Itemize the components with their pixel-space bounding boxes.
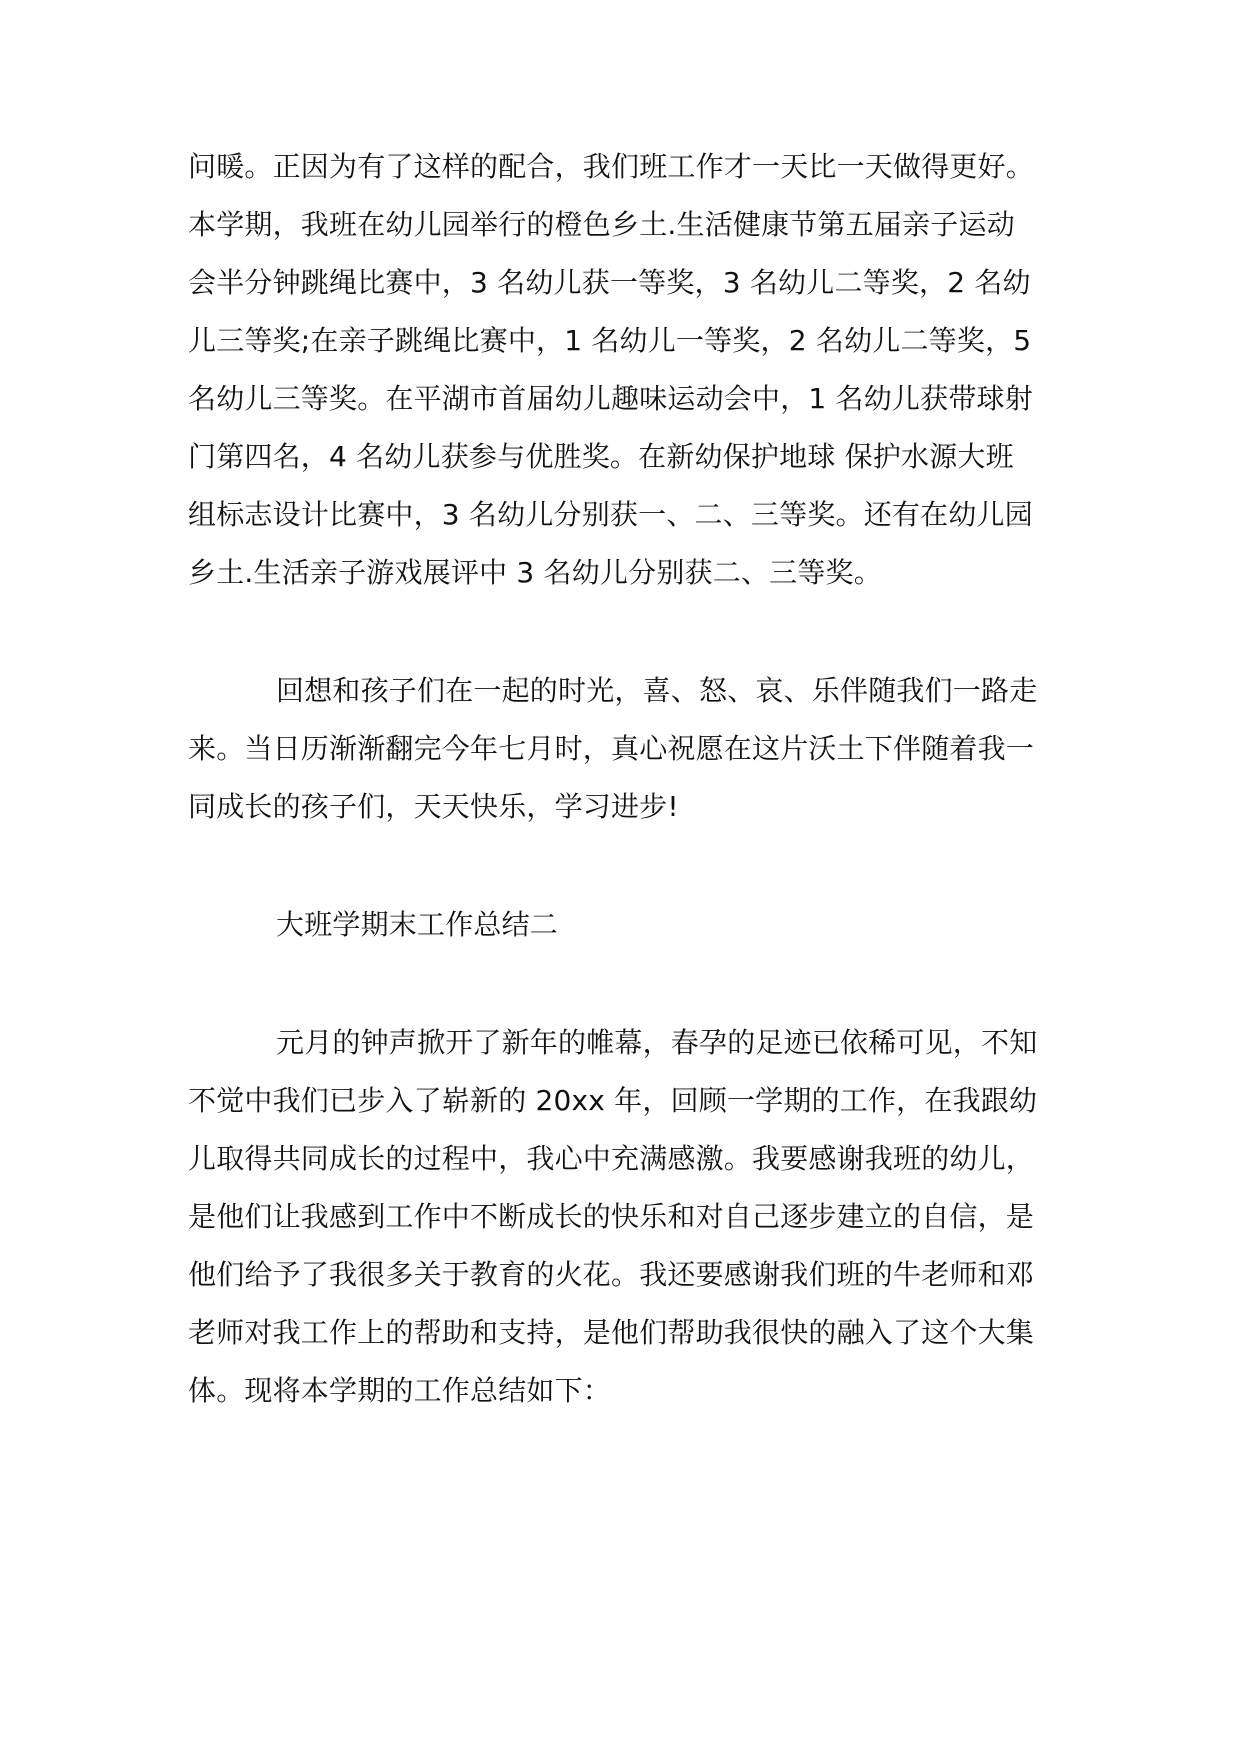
paragraph-1-line-3: 会半分钟跳绳比赛中，3 名幼儿获一等奖，3 名幼儿二等奖，2 名幼 <box>188 266 1031 299</box>
paragraph-1-line-4: 儿三等奖;在亲子跳绳比赛中，1 名幼儿一等奖，2 名幼儿二等奖，5 <box>188 324 1032 357</box>
section-title: 大班学期末工作总结二 <box>276 908 559 941</box>
paragraph-3-line-3: 儿取得共同成长的过程中，我心中充满感激。我要感谢我班的幼儿， <box>188 1142 1035 1175</box>
paragraph-1-line-6: 门第四名，4 名幼儿获参与优胜奖。在新幼保护地球 保护水源大班 <box>188 440 1014 473</box>
paragraph-2-line-3: 同成长的孩子们，天天快乐，学习进步! <box>188 790 679 823</box>
paragraph-3-line-7: 体。现将本学期的工作总结如下： <box>188 1374 612 1407</box>
paragraph-2-line-2: 来。当日历渐渐翻完今年七月时，真心祝愿在这片沃土下伴随着我一 <box>188 732 1035 765</box>
paragraph-3-line-4: 是他们让我感到工作中不断成长的快乐和对自己逐步建立的自信，是 <box>188 1200 1035 1233</box>
paragraph-3-line-2: 不觉中我们已步入了崭新的 20xx 年，回顾一学期的工作，在我跟幼 <box>188 1084 1038 1117</box>
paragraph-3-line-6: 老师对我工作上的帮助和支持，是他们帮助我很快的融入了这个大集 <box>188 1316 1035 1349</box>
paragraph-3-line-1: 元月的钟声掀开了新年的帷幕，春孕的足迹已依稀可见，不知 <box>276 1026 1038 1059</box>
paragraph-3-line-5: 他们给予了我很多关于教育的火花。我还要感谢我们班的牛老师和邓 <box>188 1258 1035 1291</box>
paragraph-1-line-5: 名幼儿三等奖。在平湖市首届幼儿趣味运动会中，1 名幼儿获带球射 <box>188 382 1033 415</box>
paragraph-2-line-1: 回想和孩子们在一起的时光，喜、怒、哀、乐伴随我们一路走 <box>276 674 1038 707</box>
paragraph-1-line-1: 问暖。正因为有了这样的配合，我们班工作才一天比一天做得更好。 <box>188 150 1035 183</box>
paragraph-1-line-8: 乡土.生活亲子游戏展评中 3 名幼儿分别获二、三等奖。 <box>188 556 882 589</box>
paragraph-1-line-7: 组标志设计比赛中，3 名幼儿分别获一、二、三等奖。还有在幼儿园 <box>188 498 1033 531</box>
paragraph-1-line-2: 本学期，我班在幼儿园举行的橙色乡土.生活健康节第五届亲子运动 <box>188 208 1015 241</box>
